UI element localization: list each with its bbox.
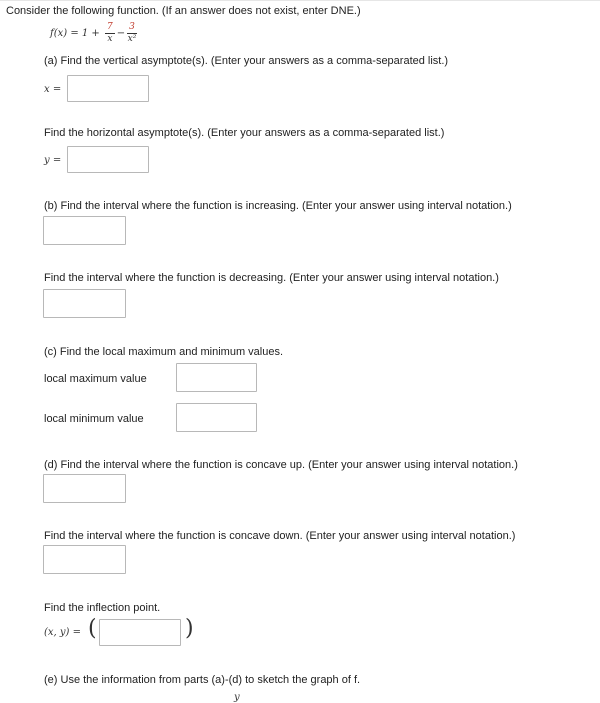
local-maximum-input[interactable] <box>176 363 257 392</box>
fraction-1: $\frac{7}{x}$ <box>106 22 113 44</box>
function-lhs: f(x) = 1 + <box>50 28 103 39</box>
top-divider <box>0 0 600 1</box>
concave-down-prompt: Find the interval where the function is concave down. (Enter your answer using interval notation.) <box>44 530 516 542</box>
decreasing-prompt: Find the interval where the function is decreasing. (Enter your answer using interval notation.) <box>44 272 499 284</box>
fraction-2: $\frac{3}{\text{x²}}$ <box>127 22 137 44</box>
decreasing-interval-input[interactable] <box>43 289 126 318</box>
horizontal-asymptote-input[interactable] <box>67 146 149 173</box>
vertical-asymptote-input[interactable] <box>67 75 149 102</box>
inflection-point-input[interactable] <box>99 619 181 646</box>
local-extrema-prompt: (c) Find the local maximum and minimum values. <box>44 346 284 358</box>
concave-up-prompt: (d) Find the interval where the function is concave up. (Enter your answer using interval notation.) <box>44 459 518 471</box>
close-parenthesis: ) <box>185 616 194 641</box>
sketch-graph-prompt: (e) Use the information from parts (a)-(d) to sketch the graph of f. <box>44 674 361 686</box>
increasing-prompt: (b) Find the interval where the function is increasing. (Enter your answer using interval notation.) <box>44 200 512 212</box>
inflection-point-label: (x, y) = <box>44 627 82 638</box>
vertical-asymptote-prompt: (a) Find the vertical asymptote(s). (Enter your answers as a comma-separated list.) <box>44 55 449 67</box>
local-minimum-input[interactable] <box>176 403 257 432</box>
intro-text: Consider the following function. (If an answer does not exist, enter DNE.) <box>6 5 361 17</box>
function-definition <box>50 22 139 45</box>
graph-y-axis-label: y <box>234 692 240 703</box>
concave-down-interval-input[interactable] <box>43 545 126 574</box>
local-maximum-label: local maximum value <box>44 373 147 385</box>
local-minimum-label: local minimum value <box>44 413 144 425</box>
horizontal-asymptote-label: y = <box>44 155 62 166</box>
open-parenthesis: ( <box>88 616 97 641</box>
increasing-interval-input[interactable] <box>43 216 126 245</box>
inflection-point-prompt: Find the inflection point. <box>44 602 161 614</box>
concave-up-interval-input[interactable] <box>43 474 126 503</box>
vertical-asymptote-label: x = <box>44 84 62 95</box>
minus-sign: − <box>116 28 126 39</box>
horizontal-asymptote-prompt: Find the horizontal asymptote(s). (Enter your answers as a comma-separated list.) <box>44 127 445 139</box>
